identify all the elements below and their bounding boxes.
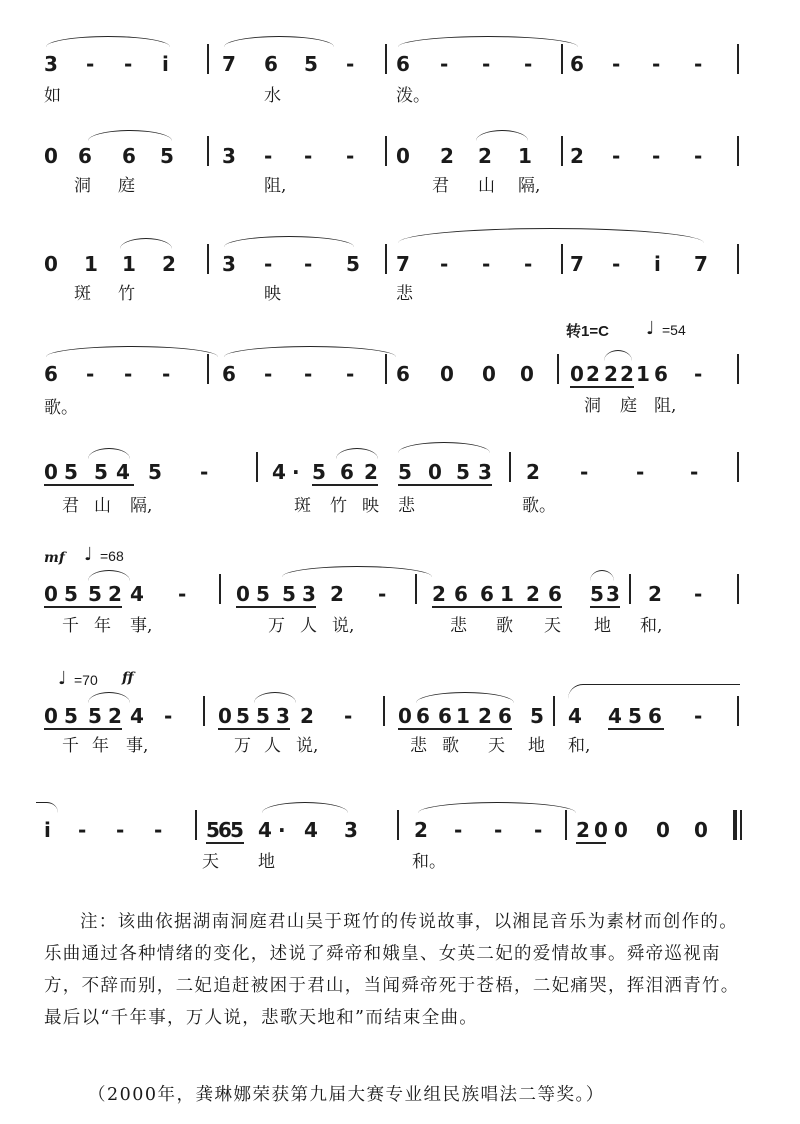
note-digit: 0 [44,460,58,484]
note-digit: 2 [432,582,446,606]
slur-arc [36,802,58,813]
bar-line [195,810,197,840]
lyric-char: 斑 [294,496,311,516]
note-extension-dash: - [86,362,95,386]
beam-underline [218,728,290,730]
note-digit: 4 [272,460,286,484]
note-digit: 5 [312,460,326,484]
note-extension-dash: - [264,252,273,276]
slur-arc [120,238,172,249]
note-digit: 6 [396,362,410,386]
note-digit: 5 [304,52,318,76]
beam-underline [576,842,606,844]
note-digit: 4 [130,582,144,606]
note-digit: 5 [206,818,220,842]
slur-arc [398,36,578,47]
note-digit: 0 [428,460,442,484]
lyric-char: 庭 [620,396,637,416]
note-digit: 0 [396,144,410,168]
note-digit: 5 [282,582,296,606]
bar-line [207,354,209,384]
award-note: （2000年，龚琳娜荣获第九届大赛专业组民族唱法二等奖。） [88,1085,605,1105]
bar-line [737,452,739,482]
lyric-char: 悲 [410,736,427,756]
bar-line [207,244,209,274]
slur-arc [398,442,490,453]
lyric-char: 天 [544,616,561,636]
lyric-char: 竹 [330,496,347,516]
slur-arc [568,684,740,699]
bar-line [561,136,563,166]
note-digit: 0 [44,582,58,606]
note-digit: 0 [44,704,58,728]
note-extension-dash: - [162,362,171,386]
note-digit: 6 [654,362,668,386]
note-digit: 2 [440,144,454,168]
lyric-char: 洞 [584,396,601,416]
note-digit: 2 [526,582,540,606]
note-digit: 2 [364,460,378,484]
note-digit: 5 [398,460,412,484]
note-digit: 4 [608,704,622,728]
beam-underline [236,606,316,608]
note-digit: 5 [94,460,108,484]
quarter-note-icon: ♩ [58,668,67,689]
note-extension-dash: - [494,818,503,842]
note-digit: 0 [694,818,708,842]
note-digit: 5 [590,582,604,606]
note-digit: 7 [694,252,708,276]
lyric-char: 天 [488,736,505,756]
note-digit: 0 [614,818,628,842]
note-digit: 2 [478,704,492,728]
note-digit: 6 [438,704,452,728]
bar-line [219,574,221,604]
beam-underline [312,484,378,486]
note-digit: i [654,252,661,276]
note-digit: 2 [108,582,122,606]
slur-arc [262,802,348,813]
bar-line [415,574,417,604]
note-digit: 1 [456,704,470,728]
note-digit: i [44,818,51,842]
note-digit: 5 [256,704,270,728]
note-digit: 4 [568,704,582,728]
bar-line [565,810,567,840]
lyric-char: 洞 [74,176,91,196]
note-digit: 5 [64,460,78,484]
note-extension-dash: - [694,582,703,606]
lyric-char: 和, [568,736,591,756]
note-digit: · [278,818,286,842]
lyric-char: 庭 [118,176,135,196]
note-digit: 0 [570,362,584,386]
note-digit: 3 [302,582,316,606]
note-digit: 7 [222,52,236,76]
note-digit: 6 [454,582,468,606]
lyric-char: 水 [264,86,281,106]
note-digit: 1 [84,252,98,276]
note-digit: 1 [636,362,650,386]
lyric-char: 千 [62,616,79,636]
note-extension-dash: - [580,460,589,484]
slur-arc [46,36,170,47]
note-extension-dash: - [124,362,133,386]
note-digit: 3 [606,582,620,606]
note-digit: 3 [344,818,358,842]
note-digit: 5 [346,252,360,276]
note-digit: 2 [162,252,176,276]
bar-line [737,574,739,604]
bar-line [509,452,511,482]
bar-line [733,810,737,840]
lyric-char: 君 [432,176,449,196]
bar-line [737,354,739,384]
note-extension-dash: - [178,582,187,606]
note-digit: 0 [398,704,412,728]
beam-underline [432,606,562,608]
note-extension-dash: - [534,818,543,842]
note-extension-dash: - [344,704,353,728]
note-digit: 5 [530,704,544,728]
bar-line [561,244,563,274]
note-extension-dash: - [86,52,95,76]
bar-line [385,244,387,274]
note-digit: 5 [88,582,102,606]
note-digit: 4 [116,460,130,484]
lyric-char: 悲 [450,616,467,636]
note-digit: 4 [258,818,272,842]
note-extension-dash: - [694,362,703,386]
lyric-char: 映 [362,496,379,516]
note-digit: 3 [276,704,290,728]
note-digit: 0 [482,362,496,386]
note-digit: 0 [44,144,58,168]
quarter-note-icon: ♩ [646,318,655,339]
note-digit: 6 [122,144,136,168]
note-digit: 4 [304,818,318,842]
note-digit: 6 [498,704,512,728]
bar-line [383,696,385,726]
note-digit: 5 [64,704,78,728]
note-digit: 2 [526,460,540,484]
lyric-char: 地 [528,736,545,756]
note-extension-dash: - [346,362,355,386]
bar-line [740,810,742,840]
note-extension-dash: - [454,818,463,842]
note-digit: 5 [88,704,102,728]
lyric-char: 说, [332,616,355,636]
lyric-char: 事, [130,616,153,636]
beam-underline [590,606,620,608]
note-digit: 6 [340,460,354,484]
note-digit: 1 [518,144,532,168]
note-digit: 2 [108,704,122,728]
lyric-char: 阻, [264,176,287,196]
lyric-char: 竹 [118,284,135,304]
tempo-mark: =68 [100,548,124,564]
note-digit: 5 [230,818,244,842]
lyric-char: 君 [62,496,79,516]
bar-line [737,696,739,726]
note-extension-dash: - [346,144,355,168]
note-digit: 5 [456,460,470,484]
lyric-char: 山 [94,496,111,516]
bar-line [561,44,563,74]
note-digit: 0 [520,362,534,386]
key-change: 转1=C [566,323,609,340]
bar-line [207,136,209,166]
beam-underline [608,728,664,730]
note-extension-dash: - [690,460,699,484]
note-digit: 6 [218,818,232,842]
beam-underline [206,842,244,844]
lyric-char: 万 [234,736,251,756]
note-digit: 5 [64,582,78,606]
note-digit: 0 [440,362,454,386]
note-extension-dash: - [694,52,703,76]
slur-arc [398,228,704,243]
note-extension-dash: - [304,362,313,386]
lyric-char: 天 [202,852,219,872]
lyric-char: 人 [264,736,281,756]
bar-line [203,696,205,726]
note-digit: 6 [396,52,410,76]
note-extension-dash: - [694,704,703,728]
note-digit: 2 [576,818,590,842]
note-extension-dash: - [440,52,449,76]
lyric-char: 映 [264,284,281,304]
lyric-char: 山 [478,176,495,196]
dynamic-mf: mf [44,550,65,566]
lyric-char: 阻, [654,396,677,416]
note-digit: 1 [122,252,136,276]
note-digit: 5 [160,144,174,168]
note-extension-dash: - [482,252,491,276]
note-extension-dash: - [116,818,125,842]
dynamic-ff: ff [122,670,134,686]
note-digit: i [162,52,169,76]
note-digit: 2 [414,818,428,842]
lyric-char: 悲 [398,496,415,516]
notes-row [0,50,800,80]
note-digit: 6 [570,52,584,76]
quarter-note-icon: ♩ [84,544,93,565]
note-digit: 6 [416,704,430,728]
bar-line [207,44,209,74]
bar-line [385,44,387,74]
note-extension-dash: - [652,52,661,76]
note-digit: 2 [648,582,662,606]
note-extension-dash: - [524,252,533,276]
beam-underline [398,728,512,730]
slur-arc [224,346,396,357]
bar-line [737,244,739,274]
bar-line [385,136,387,166]
beam-underline [44,606,122,608]
slur-arc [418,802,576,813]
lyric-char: 悲 [396,284,413,304]
note-extension-dash: - [304,252,313,276]
note-digit: 7 [396,252,410,276]
bar-line [385,354,387,384]
lyric-char: 泼。 [396,86,430,106]
lyric-char: 年 [94,616,111,636]
note-digit: 3 [222,144,236,168]
slur-arc [224,36,334,47]
note-extension-dash: - [304,144,313,168]
tempo-mark: =70 [74,672,98,688]
lyric-char: 歌 [496,616,513,636]
lyric-char: 人 [300,616,317,636]
lyric-char: 说, [296,736,319,756]
lyric-char: 事, [126,736,149,756]
note-digit: 6 [222,362,236,386]
note-digit: 4 [130,704,144,728]
lyric-char: 歌。 [44,398,78,418]
note-digit: 0 [594,818,608,842]
note-digit: 3 [222,252,236,276]
note-extension-dash: - [164,704,173,728]
note-digit: 5 [628,704,642,728]
bar-line [256,452,258,482]
note-extension-dash: - [124,52,133,76]
note-extension-dash: - [612,252,621,276]
note-digit: 6 [480,582,494,606]
lyric-char: 千 [62,736,79,756]
note-extension-dash: - [264,362,273,386]
note-digit: 5 [236,704,250,728]
note-digit: 6 [78,144,92,168]
slur-arc [282,566,432,577]
note-extension-dash: - [636,460,645,484]
lyric-char: 年 [92,736,109,756]
note-digit: 0 [656,818,670,842]
note-extension-dash: - [154,818,163,842]
bar-line [629,574,631,604]
bar-line [557,354,559,384]
footnote: 注：该曲依据湖南洞庭君山吴于斑竹的传说故事，以湘昆音乐为素材而创作的。乐曲通过各种情绪的变化，述说了舜帝和娥皇、女英二妃的爱情故事。舜帝巡视南方，不辞而别，二妃追赶被困于君山，当闻舜帝死于苍梧，二妃痛哭，挥泪洒青竹。最后以“千年事，万人说，悲歌天地和”而结束全曲。 [44,912,740,1028]
lyric-char: 万 [268,616,285,636]
note-digit: 7 [570,252,584,276]
note-digit: 3 [44,52,58,76]
lyric-char: 地 [258,852,275,872]
note-digit: 2 [478,144,492,168]
note-extension-dash: - [482,52,491,76]
note-extension-dash: - [346,52,355,76]
note-extension-dash: - [652,144,661,168]
lyric-char: 和, [640,616,663,636]
beam-underline [44,484,134,486]
note-extension-dash: - [524,52,533,76]
slur-arc [476,130,528,141]
note-digit: 2 [300,704,314,728]
note-digit: 3 [478,460,492,484]
beam-underline [398,484,492,486]
bar-line [737,136,739,166]
note-digit: 6 [44,362,58,386]
beam-underline [570,386,634,388]
note-digit: 2 [330,582,344,606]
bar-line [553,696,555,726]
note-digit: 6 [548,582,562,606]
note-digit: 2 [604,362,618,386]
note-digit: 6 [648,704,662,728]
tempo-mark: =54 [662,322,686,338]
note-digit: 5 [148,460,162,484]
lyric-char: 歌。 [522,496,556,516]
lyric-char: 如 [44,86,61,106]
lyric-char: 和。 [412,852,446,872]
note-digit: 2 [586,362,600,386]
note-extension-dash: - [694,144,703,168]
lyric-char: 歌 [442,736,459,756]
note-extension-dash: - [78,818,87,842]
slur-arc [46,346,218,357]
note-digit: · [292,460,300,484]
note-digit: 0 [236,582,250,606]
beam-underline [44,728,122,730]
lyric-char: 隔, [130,496,153,516]
note-extension-dash: - [440,252,449,276]
note-digit: 6 [264,52,278,76]
note-digit: 2 [570,144,584,168]
bar-line [397,810,399,840]
note-digit: 2 [620,362,634,386]
note-digit: 0 [44,252,58,276]
note-digit: 5 [256,582,270,606]
note-digit: 0 [218,704,232,728]
note-extension-dash: - [378,582,387,606]
slur-arc [224,236,354,247]
note-extension-dash: - [264,144,273,168]
note-extension-dash: - [612,144,621,168]
note-extension-dash: - [200,460,209,484]
lyric-char: 隔, [518,176,541,196]
lyric-char: 斑 [74,284,91,304]
lyric-char: 地 [594,616,611,636]
note-extension-dash: - [612,52,621,76]
bar-line [737,44,739,74]
slur-arc [88,130,172,141]
note-digit: 1 [500,582,514,606]
